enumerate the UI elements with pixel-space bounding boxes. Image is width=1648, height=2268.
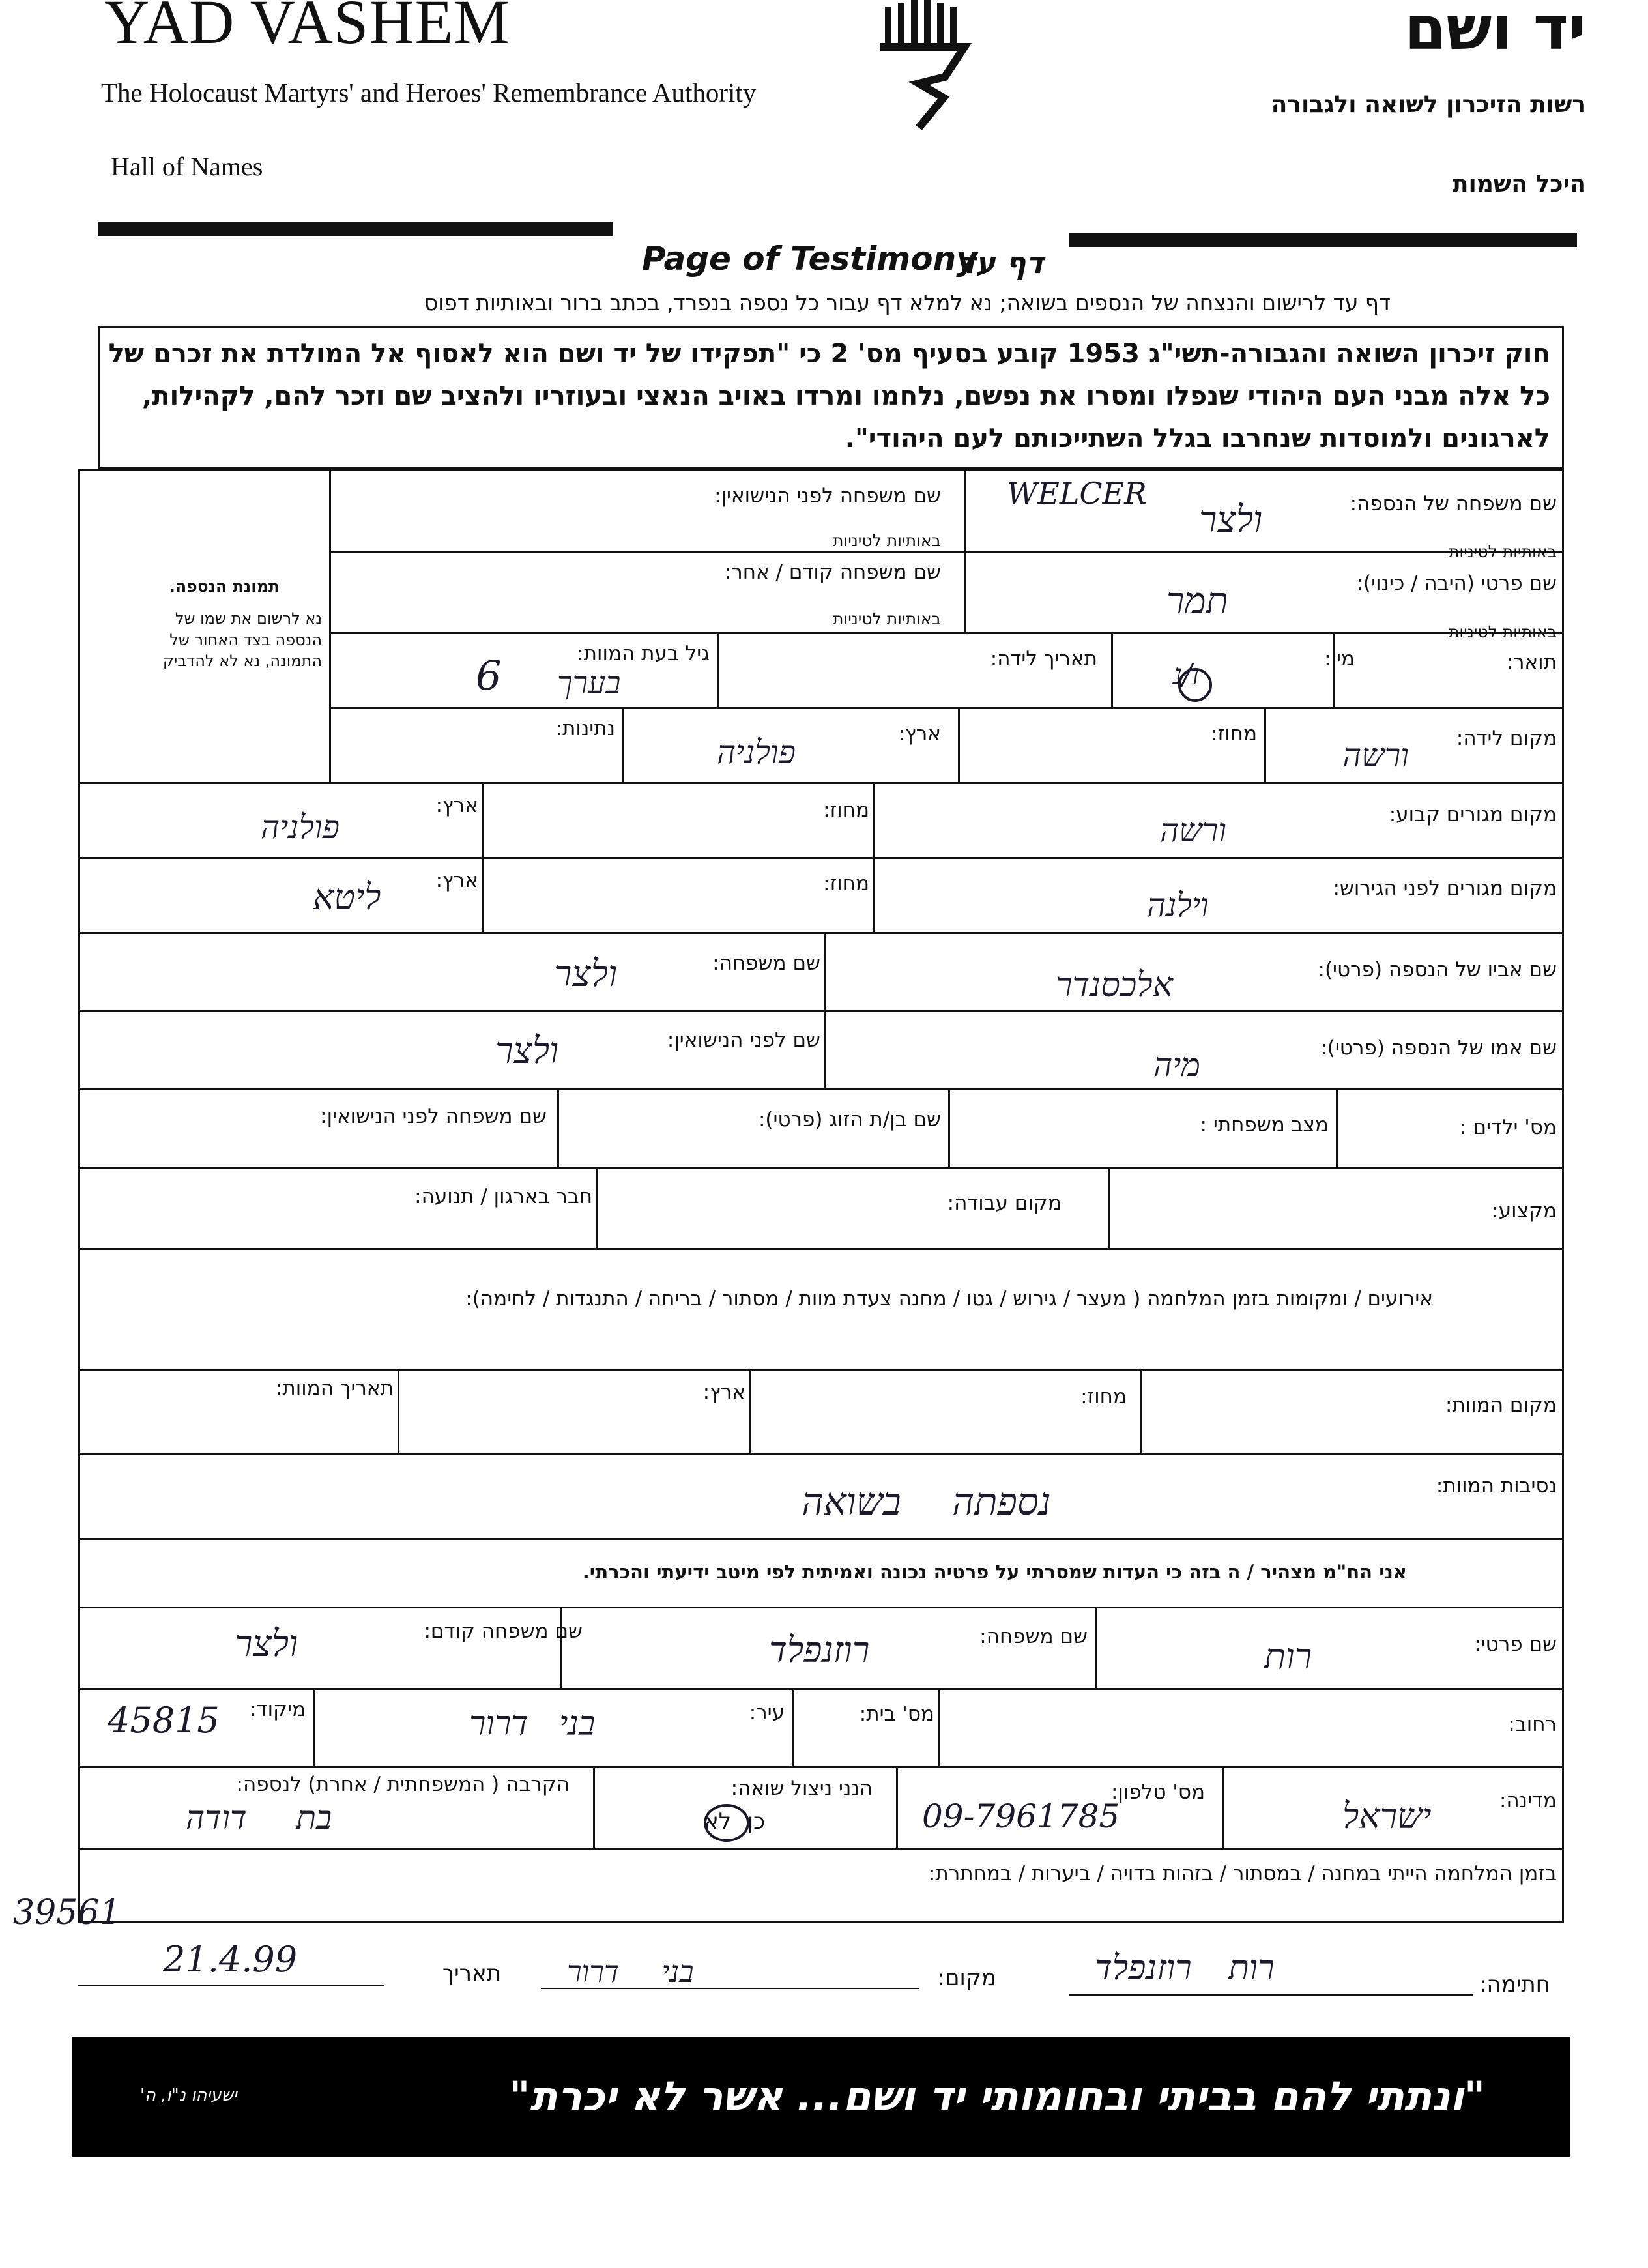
witness-phone-label: מס' טלפון: bbox=[1111, 1781, 1205, 1804]
gender-circle-mark bbox=[1178, 668, 1212, 702]
signing-date-label: תאריך bbox=[442, 1960, 501, 1986]
prewar-country-value[interactable]: ליטא bbox=[313, 877, 381, 918]
signature-label: חתימה: bbox=[1479, 1971, 1550, 1998]
victim-surname-latin-note: באותיות לטיניות bbox=[1448, 542, 1557, 561]
mother-maiden-label: שם לפני הנישואין: bbox=[667, 1028, 820, 1052]
witness-relation-label: הקרבה ( המשפחתית / אחרת) לנספה: bbox=[236, 1773, 570, 1796]
gender-value[interactable]: ז/נ bbox=[1173, 658, 1200, 691]
photo-box-title: תמונת הנספה. bbox=[169, 577, 280, 596]
law-text-line3: לארגונים ולמוסדות שנחרבו בגלל השתייכותם לעם היהודי". bbox=[845, 424, 1550, 454]
yad-vashem-logo bbox=[873, 0, 977, 130]
witness-first-name-value[interactable]: רות bbox=[1264, 1636, 1312, 1677]
witness-city-value[interactable]: בני דרור bbox=[469, 1704, 596, 1743]
victim-surname-latin[interactable]: WELCER bbox=[1007, 476, 1147, 511]
witness-zip-label: מיקוד: bbox=[250, 1698, 306, 1721]
law-text-line2: כל אלה מבני העם היהודי שנפלו ומסרו את נפשם, נלחמו ומרדו באויב הנאצי ובעוזריו ולהציב שם וזכר להם, לקהילות, bbox=[142, 381, 1550, 411]
instructions: דף עד לרישום והנצחה של הנספים בשואה; נא למלא דף עבור כל נספה בנפרד, בכתב ברור ובאותיות דפוס bbox=[424, 290, 1391, 315]
prewar-region-label: מחוז: bbox=[823, 872, 869, 895]
prewar-residence-label: מקום מגורים לפני הגירוש: bbox=[1333, 877, 1557, 900]
birth-region-label: מחוז: bbox=[1211, 722, 1257, 746]
permanent-region-label: מחוז: bbox=[823, 798, 869, 822]
law-text-line1: חוק זיכרון השואה והגבורה-תשי"ג 1953 קובע בסעיף מס' 2 כי "תפקידו של יד ושם הוא לאסוף אל המולדת את זכרם של bbox=[108, 339, 1550, 369]
mother-maiden-value[interactable]: ולצר bbox=[495, 1030, 559, 1072]
witness-country-value[interactable]: ישראל bbox=[1342, 1796, 1432, 1837]
witness-survivor-value[interactable]: כן לא bbox=[704, 1809, 766, 1835]
prev-surname-latin-note: באותיות לטיניות bbox=[832, 609, 941, 628]
death-circumstances-value[interactable]: נספתה בשואה bbox=[802, 1479, 1051, 1524]
dept-en: Hall of Names bbox=[111, 152, 263, 181]
birth-country-value[interactable]: פולניה bbox=[717, 733, 796, 771]
birthplace-label: מקום לידה: bbox=[1456, 727, 1557, 750]
witness-phone-value[interactable]: 09-7961785 bbox=[922, 1797, 1120, 1835]
quote-text: "ונתתי להם בביתי ובחומותי יד ושם... אשר לא יכרת" bbox=[509, 2072, 1485, 2120]
birthplace-value[interactable]: ורשה bbox=[1342, 736, 1409, 774]
org-subtitle-en: The Holocaust Martyrs' and Heroes' Remembrance Authority bbox=[101, 78, 757, 108]
witness-survivor-label: הנני ניצול שואה: bbox=[730, 1777, 873, 1800]
victim-surname-label: שם משפחה של הנספה: bbox=[1350, 492, 1557, 516]
death-place-label: מקום המוות: bbox=[1445, 1393, 1557, 1417]
age-note[interactable]: בערך bbox=[557, 665, 621, 701]
permanent-residence-value[interactable]: ורשה bbox=[1160, 811, 1227, 849]
victim-surname-he[interactable]: ולצר bbox=[1199, 499, 1263, 541]
signature-value[interactable]: רות רוזנפלד bbox=[1095, 1949, 1275, 1988]
witness-relation-value[interactable]: בת דודה bbox=[186, 1799, 332, 1837]
death-region-label: מחוז: bbox=[1080, 1385, 1127, 1408]
quote-source: ישעיהו נ"ו, ה' bbox=[140, 2086, 237, 2105]
permanent-country-value[interactable]: פולניה bbox=[261, 808, 340, 846]
title-he: דף עד bbox=[958, 245, 1044, 280]
father-name-label: שם אביו של הנספה (פרטי): bbox=[1318, 958, 1557, 981]
org-name-en: YAD VASHEM bbox=[104, 0, 510, 57]
title-bar-left bbox=[98, 222, 613, 236]
witness-country-label: מדינה: bbox=[1499, 1789, 1557, 1812]
witness-city-label: עיר: bbox=[749, 1701, 785, 1724]
photo-box-text3: התמונה, נא לא להדביק bbox=[162, 652, 322, 670]
margin-archive-number: 39561 bbox=[13, 1893, 121, 1932]
death-country-label: ארץ: bbox=[702, 1380, 745, 1404]
victim-first-name[interactable]: תמר bbox=[1166, 580, 1228, 622]
death-circumstances-label: נסיבות המוות: bbox=[1436, 1474, 1557, 1498]
dept-he: היכל השמות bbox=[1452, 171, 1586, 197]
war-events-label: אירועים / ומקומות בזמן המלחמה ( מעצר / גירוש / גטו / מחנה צעדת מוות / מסתור / בריחה / התנגדות / לחימה): bbox=[465, 1287, 1433, 1311]
photo-box-text1: נא לרשום את שמו של bbox=[175, 609, 322, 628]
victim-first-name-label: שם פרטי (היבה / כינוי): bbox=[1356, 572, 1557, 595]
witness-surname-label: שם משפחה: bbox=[979, 1625, 1088, 1648]
gender-label: מין: bbox=[1324, 647, 1355, 671]
witness-street-label: רחוב: bbox=[1508, 1713, 1557, 1736]
declaration-text: אני הח"מ מצהיר / ה בזה כי העדות שמסרתי על פרטיה נכונה ואמיתית לפי מיטב ידיעתי והכרתי. bbox=[582, 1561, 1407, 1583]
witness-house-label: מס' בית: bbox=[859, 1702, 934, 1726]
first-name-latin-note: באותיות לטיניות bbox=[1448, 622, 1557, 641]
prewar-country-label: ארץ: bbox=[435, 869, 478, 892]
org-subtitle-he: רשות הזיכרון לשואה ולגבורה bbox=[1271, 91, 1586, 118]
father-surname-label: שם משפחה: bbox=[712, 952, 820, 975]
title-label: תואר: bbox=[1506, 650, 1557, 674]
spouse-name-label: שם בן/ת הזוג (פרטי): bbox=[758, 1108, 941, 1131]
nationality-label: נתינות: bbox=[555, 717, 615, 740]
signing-date-value[interactable]: 21.4.99 bbox=[163, 1939, 298, 1980]
spouse-maiden-label: שם משפחה לפני הנישואין: bbox=[320, 1105, 547, 1128]
maiden-latin-note: באותיות לטיניות bbox=[832, 531, 941, 550]
workplace-label: מקום עבודה: bbox=[947, 1191, 1062, 1215]
marital-status-label: מצב משפחתי : bbox=[1200, 1113, 1329, 1137]
witness-prev-surname-value[interactable]: ולצר bbox=[235, 1623, 298, 1665]
children-count-label: מס' ילדים : bbox=[1460, 1116, 1557, 1139]
witness-wartime-label: בזמן המלחמה הייתי במחנה / במסתור / בזהות בדויה / ביערות / במחתרת: bbox=[928, 1862, 1557, 1885]
signing-place-label: מקום: bbox=[937, 1965, 996, 1991]
death-date-label: תאריך המוות: bbox=[275, 1376, 394, 1400]
signing-place-value[interactable]: בני דרור bbox=[567, 1954, 694, 1989]
permanent-residence-label: מקום מגורים קבוע: bbox=[1389, 803, 1557, 826]
dob-label: תאריך לידה: bbox=[990, 647, 1097, 671]
prewar-residence-value[interactable]: וילנה bbox=[1147, 886, 1209, 924]
witness-prev-surname-label: שם משפחה קודם: bbox=[424, 1620, 583, 1643]
witness-first-name-label: שם פרטי: bbox=[1474, 1633, 1557, 1656]
permanent-country-label: ארץ: bbox=[435, 794, 478, 817]
title-en: Page of Testimony bbox=[642, 240, 977, 278]
profession-label: מקצוע: bbox=[1492, 1199, 1557, 1223]
father-name-value[interactable]: אלכסנדר bbox=[1056, 966, 1173, 1005]
witness-zip-value[interactable]: 45815 bbox=[108, 1700, 220, 1741]
victim-maiden-label: שם משפחה לפני הנישואין: bbox=[714, 484, 941, 508]
victim-prev-surname-label: שם משפחה קודם / אחר: bbox=[724, 560, 941, 584]
title-bar-right bbox=[1069, 233, 1577, 247]
witness-surname-value[interactable]: רוזנפלד bbox=[769, 1629, 870, 1670]
birth-country-label: ארץ: bbox=[898, 722, 941, 746]
mother-name-value[interactable]: מיה bbox=[1153, 1046, 1201, 1084]
org-name-he: יד ושם bbox=[1404, 0, 1586, 63]
age-label: גיל בעת המוות: bbox=[577, 642, 710, 665]
photo-box-text2: הנספה בצד האחור של bbox=[169, 631, 322, 649]
father-surname-value[interactable]: ולצר bbox=[554, 953, 618, 995]
member-label: חבר בארגון / תנועה: bbox=[414, 1185, 592, 1208]
survivor-no-circle-mark bbox=[704, 1804, 749, 1842]
mother-name-label: שם אמו של הנספה (פרטי): bbox=[1320, 1036, 1557, 1060]
age-value[interactable]: 6 bbox=[476, 652, 502, 699]
